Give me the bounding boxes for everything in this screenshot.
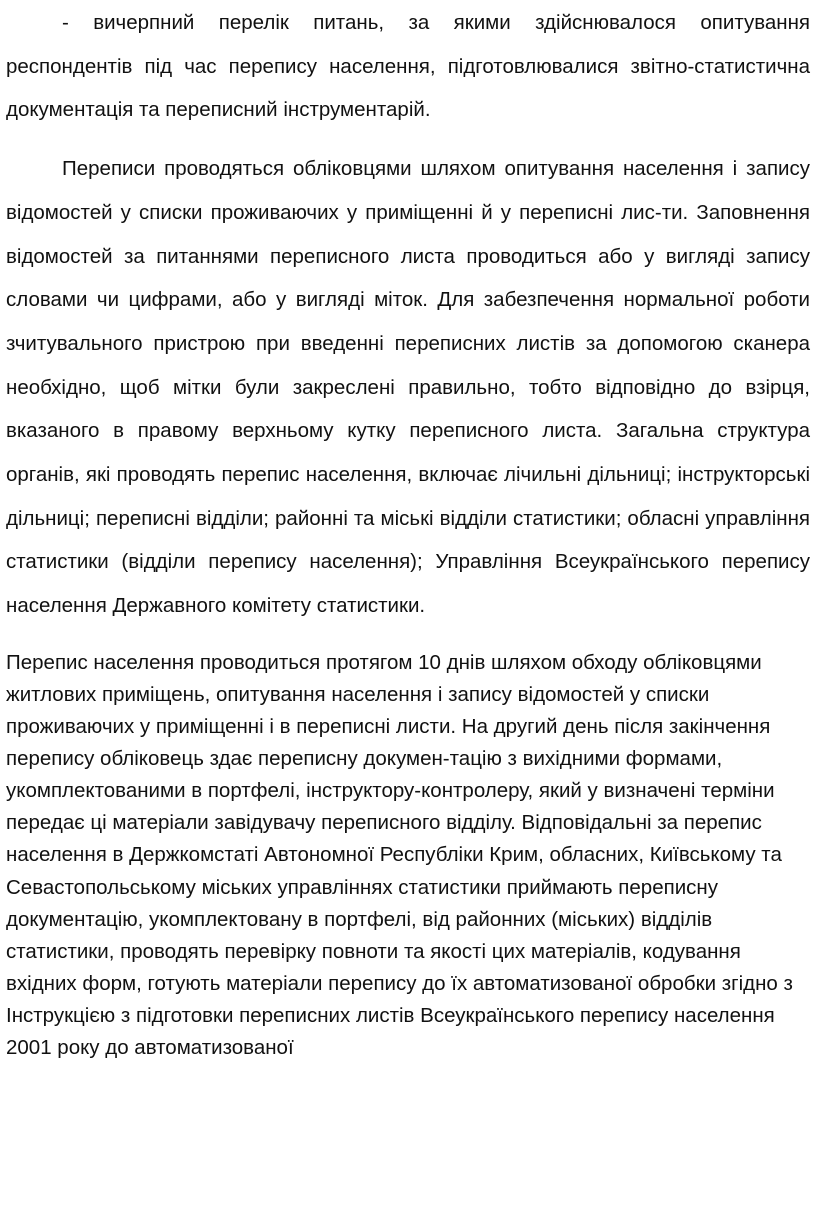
- paragraph-census-questions: - вичерпний перелік питань, за якими здійснювалося опитування респондентів під час перепису населення, підготовлювалися звітно-статистична документація та переписний інструментарій.: [6, 11, 810, 122]
- paragraph-census-procedure: Переписи проводяться обліковцями шляхом опитування населення і запису відомостей у списки проживаючих у приміщенні й у переписні лис-ти. Заповнення відомостей за питаннями переписного листа проводиться або у вигляді запису словами чи цифрами, або у вигляді міток. Для забезпечення нормальної роботи зчитувального пристрою при введенні переписних листів за допомогою сканера необхідно, щоб мітки були закреслені правильно, тобто відповідно до взірця, вказаного в правому верхньому кутку переписного листа. Загальна структура органів, які проводять перепис населення, включає лічильні дільниці; інструкторські дільниці; переписні відділи; районні та міські відділи статистики; обласні управління статистики (відділи перепису населення); Управління Всеукраїнського перепису населення Державного комітету статистики.: [6, 157, 810, 618]
- paragraph-census-processing: Перепис населення проводиться протягом 10 днів шляхом обходу обліковцями житлових приміщень, опитування населення і запису відомостей у списки проживаючих у приміщенні і в переписні листи. На другий день після закінчення перепису обліковець здає переписну докумен-тацію з вихідними формами, укомплектованими в портфелі, інструктору-контролеру, який у визначені терміни передає ці матеріали завідувачу переписного відділу. Відповідальні за перепис населення в Держкомстаті Автономної Республіки Крим, обласних, Київському та Севастопольському міських управліннях статистики приймають переписну документацію, укомплектовану в портфелі, від районних (міських) відділів статистики, проводять перевірку повноти та якості цих матеріалів, кодування вхідних форм, готують матеріали перепису до їх автоматизованої обробки згідно з Інструкцією з підготовки переписних листів Всеукраїнського перепису населення 2001 року до автоматизованої: [6, 650, 793, 1059]
